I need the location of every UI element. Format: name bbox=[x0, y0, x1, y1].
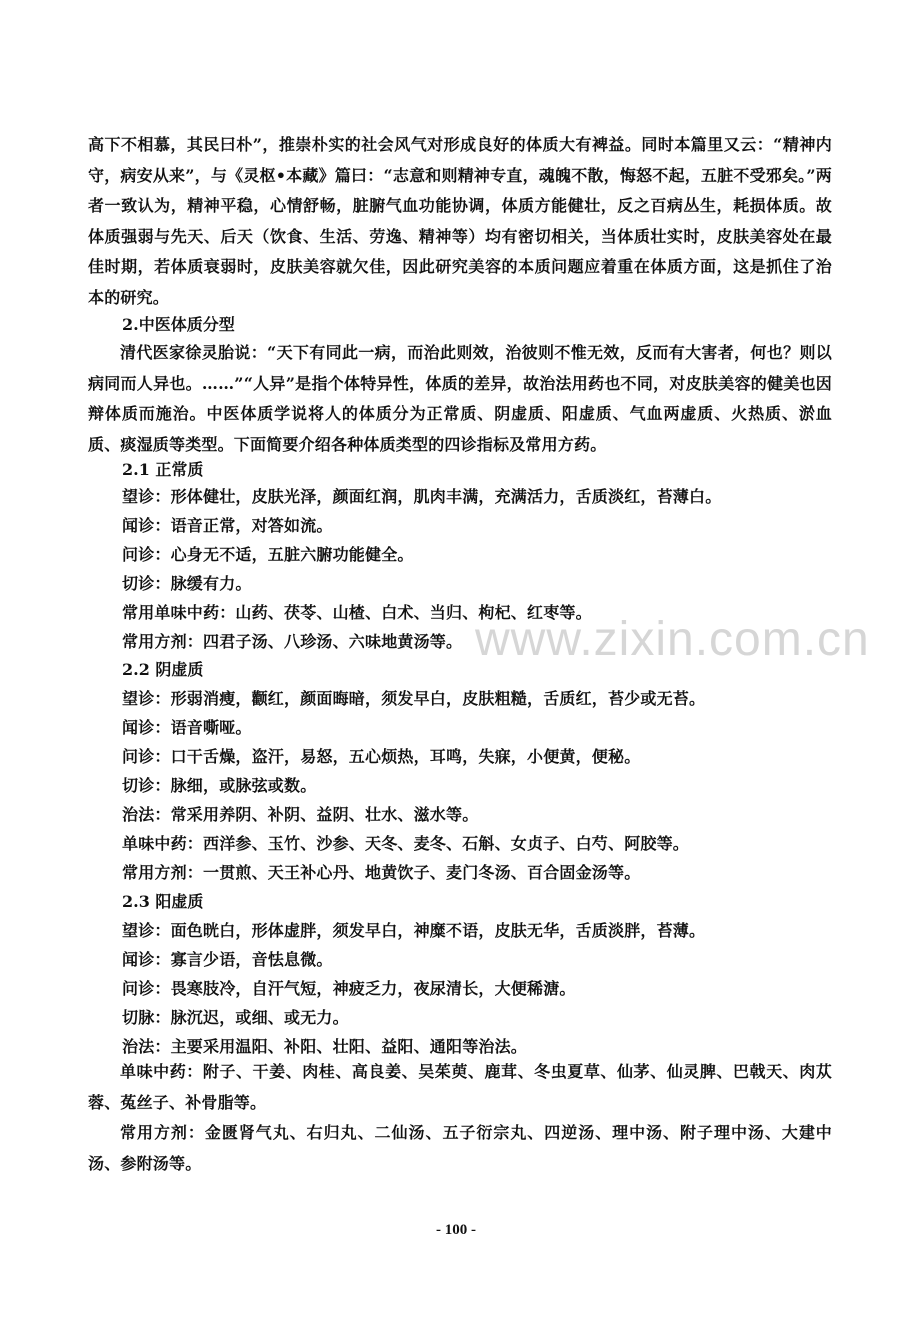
s21-listening: 闻诊：语音正常，对答如流。 bbox=[122, 516, 333, 535]
section-2-1-heading: 2.1 正常质 bbox=[122, 460, 204, 479]
section-2-2-heading: 2.2 阴虚质 bbox=[122, 660, 204, 679]
page-number: - 100 - bbox=[436, 1222, 476, 1238]
intro-paragraph-block bbox=[88, 130, 832, 313]
s21-inspection: 望诊：形体健壮，皮肤光泽，颜面红润，肌肉丰满，充满活力，舌质淡红，苔薄白。 bbox=[122, 487, 722, 506]
s22-treatment: 治法：常采用养阴、补阴、益阴、壮水、滋水等。 bbox=[122, 805, 479, 824]
section-2-3-heading: 2.3 阳虚质 bbox=[122, 892, 204, 911]
s22-herbs: 单味中药：西洋参、玉竹、沙参、天冬、麦冬、石斛、女贞子、白芍、阿胶等。 bbox=[122, 834, 690, 853]
s23-formulas: 常用方剂：金匮肾气丸、右归丸、二仙汤、五子衍宗丸、四逆汤、理中汤、附子理中汤、大建中汤、参附汤等。 bbox=[88, 1123, 832, 1173]
s22-inspection: 望诊：形弱消瘦，颧红，颜面晦暗，须发早白，皮肤粗糙，舌质红，苔少或无苔。 bbox=[122, 689, 706, 708]
s23-listening: 闻诊：寡言少语，音怯息微。 bbox=[122, 950, 333, 969]
s23-inspection: 望诊：面色晄白，形体虚胖，须发早白，神糜不语，皮肤无华，舌质淡胖，苔薄。 bbox=[122, 921, 706, 940]
s21-herbs: 常用单味中药：山药、茯苓、山楂、白术、当归、枸杞、红枣等。 bbox=[122, 603, 592, 622]
s22-inquiry: 问诊：口干舌燥，盗汗，易怒，五心烦热，耳鸣，失寐，小便黄，便秘。 bbox=[122, 747, 641, 766]
intro-paragraph: 高下不相慕，其民曰朴”，推崇朴实的社会风气对形成良好的体质大有裨益。同时本篇里又云：“精神内守，病安从来”，与《灵枢•本藏》篇曰：“志意和则精神专直，魂魄不散，悔怒不起，五脏不受邪矣。”两者一致认为，精神平稳，心情舒畅，脏腑气血功能协调，体质方能健壮，反之百病丛生，耗损体质。故体质强弱与先天、后天（饮食、生活、劳逸、精神等）均有密切相关，当体质壮实时，皮肤美容处在最佳时期，若体质衰弱时，皮肤美容就欠佳，因此研究美容的本质问题应着重在体质方面，这是抓住了治本的研究。 bbox=[88, 135, 832, 307]
s23-pulse: 切脉：脉沉迟，或细、或无力。 bbox=[122, 1008, 349, 1027]
section-2-heading: 2.中医体质分型 bbox=[122, 315, 235, 334]
s23-treatment: 治法：主要采用温阳、补阳、壮阳、益阳、通阳等治法。 bbox=[122, 1037, 528, 1056]
s23-herbs: 单味中药：附子、干姜、肉桂、高良姜、吴茱萸、鹿茸、冬虫夏草、仙茅、仙灵脾、巴戟天、肉苁蓉、菟丝子、补骨脂等。 bbox=[88, 1062, 832, 1112]
s21-pulse: 切诊：脉缓有力。 bbox=[122, 574, 252, 593]
s21-formulas: 常用方剂：四君子汤、八珍汤、六味地黄汤等。 bbox=[122, 632, 463, 651]
s23-inquiry: 问诊：畏寒肢冷，自汗气短，神疲乏力，夜尿清长，大便稀溏。 bbox=[122, 979, 576, 998]
section-2-paragraph: 清代医家徐灵胎说：“天下有同此一病，而治此则效，治彼则不惟无效，反而有大害者，何也？则以病同而人异也。……”“人异”是指个体特异性，体质的差异，故治法用药也不同，对皮肤美容的健美也因辩体质而施治。中医体质学说将人的体质分为正常质、阴虚质、阳虚质、气血两虚质、火热质、淤血质、痰湿质等类型。下面简要介绍各种体质类型的四诊指标及常用方药。 bbox=[88, 343, 832, 454]
s22-formulas: 常用方剂：一贯煎、天王补心丹、地黄饮子、麦门冬汤、百合固金汤等。 bbox=[122, 863, 641, 882]
watermark-text: www.zixin.com.cn bbox=[475, 613, 870, 666]
s22-pulse: 切诊：脉细，或脉弦或数。 bbox=[122, 776, 317, 795]
s21-inquiry: 问诊：心身无不适，五脏六腑功能健全。 bbox=[122, 545, 414, 564]
s22-listening: 闻诊：语音嘶哑。 bbox=[122, 718, 252, 737]
